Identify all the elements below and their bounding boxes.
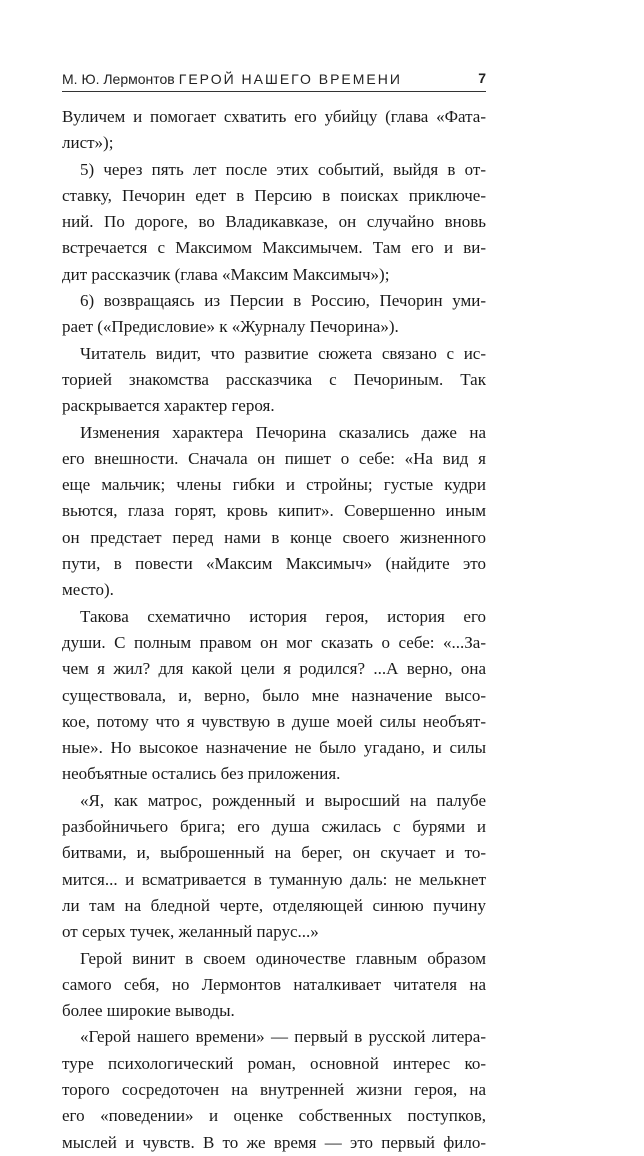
text-line: он предстает перед нами в конце своего жизненного bbox=[62, 527, 486, 547]
text-line: место). bbox=[62, 580, 114, 600]
text-line: лист»); bbox=[62, 133, 114, 153]
text-line: «Герой нашего времени» — первый в русской литера- bbox=[80, 1027, 486, 1047]
text-line: вьются, глаза горят, кровь кипит». Совершенно иным bbox=[62, 501, 486, 521]
text-line: ли там на бледной черте, отделяющей синюю пучину bbox=[62, 895, 486, 915]
text-line: от серых тучек, желанный парус...» bbox=[62, 922, 319, 942]
text-line: Герой винит в своем одиночестве главным образом bbox=[80, 948, 486, 968]
text-line: Читатель видит, что развитие сюжета связано с ис- bbox=[80, 343, 486, 363]
text-line: чем я жил? для какой цели я родился? ...А верно, она bbox=[62, 659, 486, 679]
text-line: еще мальчик; члены гибки и стройны; густые кудри bbox=[62, 475, 486, 495]
text-line: необъятные остались без приложения. bbox=[62, 764, 341, 784]
text-line: ные». Но высокое назначение не было угадано, и силы bbox=[62, 738, 486, 758]
text-line: души. С полным правом он мог сказать о себе: «...За- bbox=[62, 632, 486, 652]
text-line: битвами, и, выброшенный на берег, он скучает и то- bbox=[62, 843, 486, 863]
text-line: самого себя, но Лермонтов наталкивает читателя на bbox=[62, 974, 486, 994]
text-line: Изменения характера Печорина сказались даже на bbox=[80, 422, 486, 442]
text-line: рает («Предисловие» к «Журналу Печорина»). bbox=[62, 317, 399, 337]
text-line: его «поведении» и оценке собственных поступков, bbox=[62, 1106, 486, 1126]
header-title: ГЕРОЙ НАШЕГО ВРЕМЕНИ bbox=[178, 71, 402, 87]
text-line: пути, в повести «Максим Максимыч» (найдите это bbox=[62, 554, 486, 574]
text-line: мыслей и чувств. В то же время — это первый фило- bbox=[62, 1132, 486, 1152]
text-line: кое, потому что я чувствую в душе моей силы необъят- bbox=[62, 711, 486, 731]
text-line: 5) через пять лет после этих событий, выйдя в от- bbox=[80, 159, 486, 179]
page-number: 7 bbox=[478, 70, 486, 86]
text-line: ставку, Печорин едет в Персию в поисках приключе- bbox=[62, 185, 486, 205]
text-line: существовала, и, верно, было мне назначение высо- bbox=[62, 685, 486, 705]
text-line: ний. По дороге, во Владикавказе, он случайно вновь bbox=[62, 212, 486, 232]
text-line: туре психологический роман, основной интерес ко- bbox=[62, 1053, 486, 1073]
text-line: мится... и всматривается в туманную даль: не мелькнет bbox=[62, 869, 486, 889]
body-text bbox=[62, 104, 486, 1156]
header-author: М. Ю. Лермонтов bbox=[62, 71, 175, 87]
text-line: встречается с Максимом Максимычем. Там его и ви- bbox=[62, 238, 486, 258]
text-line: торией знакомства рассказчика с Печориным. Так bbox=[62, 369, 486, 389]
text-line: торого сосредоточен на внутренней жизни героя, на bbox=[62, 1079, 486, 1099]
text-line: Вуличем и помогает схватить его убийцу (глава «Фата- bbox=[62, 107, 486, 126]
text-line: более широкие выводы. bbox=[62, 1001, 235, 1021]
running-header bbox=[62, 67, 486, 92]
text-line: раскрывается характер героя. bbox=[62, 396, 275, 416]
text-line: 6) возвращаясь из Персии в Россию, Печорин уми- bbox=[80, 291, 486, 311]
text-line: Такова схематично история героя, история его bbox=[80, 606, 486, 626]
text-line: дит рассказчик (глава «Максим Максимыч»); bbox=[62, 264, 390, 284]
header-text bbox=[62, 71, 402, 87]
text-line: «Я, как матрос, рожденный и выросший на палубе bbox=[80, 790, 486, 810]
text-line: разбойничьего брига; его душа сжилась с бурями и bbox=[62, 817, 486, 837]
text-line: его внешности. Сначала он пишет о себе: «На вид я bbox=[62, 448, 486, 468]
